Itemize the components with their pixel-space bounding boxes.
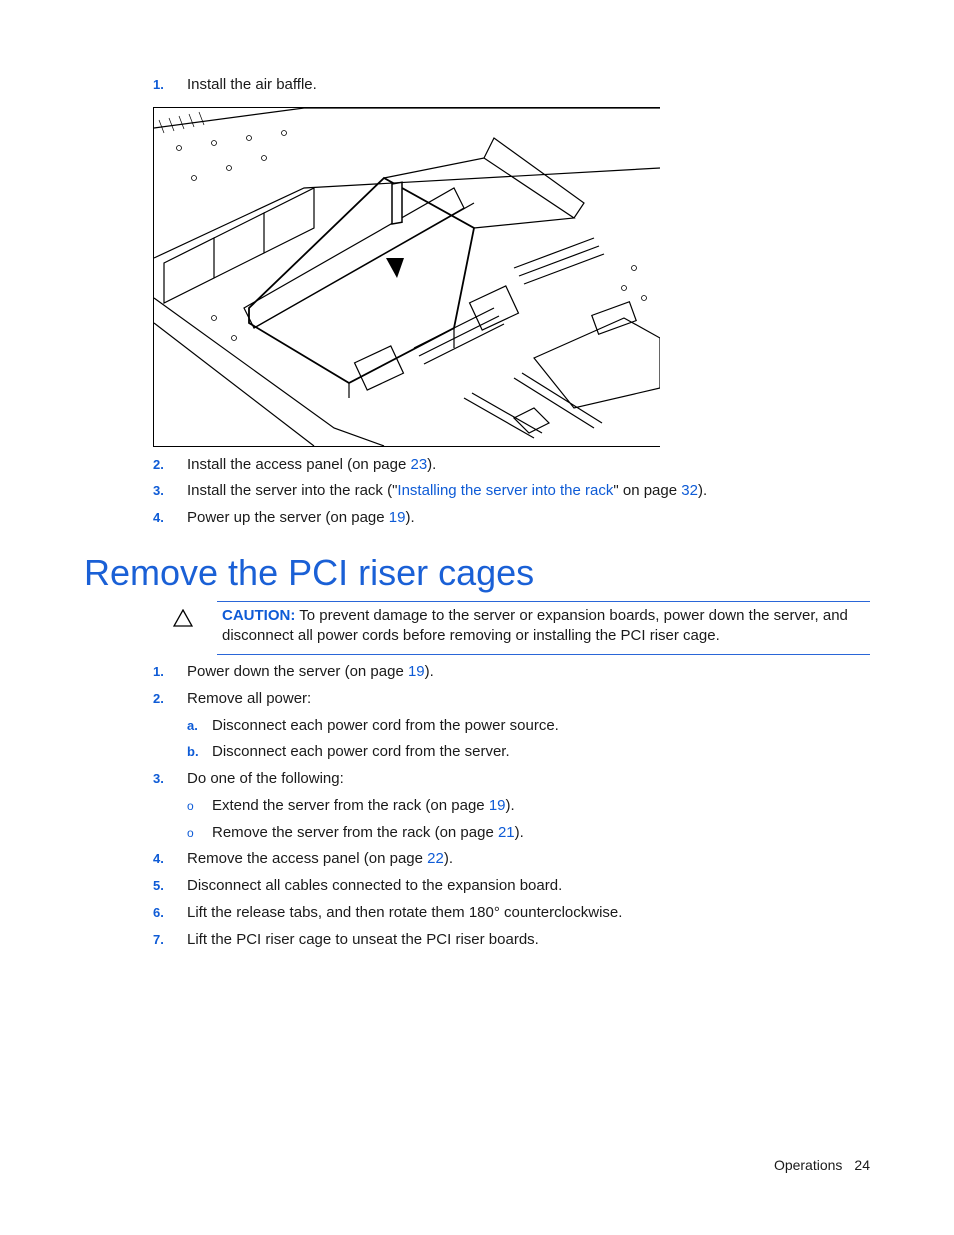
- step-text: Extend the server from the rack (on page 19).: [212, 797, 515, 814]
- step-text: Power up the server (on page 19).: [187, 509, 415, 526]
- caution-notice: [217, 601, 870, 655]
- section-link[interactable]: Installing the server into the rack: [397, 482, 614, 499]
- step-text: Remove the access panel (on page 22).: [187, 850, 454, 867]
- step-number: 4.: [153, 510, 164, 525]
- bullet-icon: o: [187, 799, 194, 813]
- air-baffle-figure: [153, 107, 660, 447]
- step-text: Lift the PCI riser cage to unseat the PCI riser boards.: [187, 931, 539, 948]
- page-link[interactable]: 32: [681, 482, 698, 499]
- step-text: Remove the server from the rack (on page 21).: [212, 824, 524, 841]
- substep-letter: b.: [187, 744, 199, 759]
- step-text: Disconnect each power cord from the power source.: [212, 717, 559, 734]
- step-number: 7.: [153, 932, 164, 947]
- bullet-icon: o: [187, 826, 194, 840]
- step-text: Power down the server (on page 19).: [187, 663, 434, 680]
- caution-label: CAUTION:: [222, 607, 296, 624]
- page-link[interactable]: 23: [410, 456, 428, 473]
- page-link[interactable]: 21: [497, 824, 515, 841]
- step-number: 1.: [153, 664, 164, 679]
- step-text: Lift the release tabs, and then rotate them 180° counterclockwise.: [187, 904, 623, 921]
- page-footer: [762, 1157, 870, 1173]
- step-text: Install the access panel (on page 23).: [187, 456, 437, 473]
- caution-triangle-icon: [173, 609, 193, 627]
- step-number: 6.: [153, 905, 164, 920]
- step-text: Disconnect each power cord from the server.: [212, 743, 510, 760]
- step-text: Install the server into the rack ("Installing the server into the rack" on page 32).: [187, 482, 708, 499]
- step-number: 4.: [153, 851, 164, 866]
- page-link[interactable]: 19: [488, 797, 506, 814]
- step-text: Do one of the following:: [187, 770, 344, 787]
- footer-section: Operations: [773, 1157, 843, 1173]
- step-text: Disconnect all cables connected to the expansion board.: [187, 877, 563, 894]
- step-text: Install the air baffle.: [187, 76, 317, 93]
- page-link[interactable]: 19: [388, 509, 406, 526]
- step-number: 1.: [153, 77, 164, 92]
- server-chassis-illustration: [154, 108, 660, 446]
- section-heading: Remove the PCI riser cages: [84, 552, 535, 593]
- step-number: 5.: [153, 878, 164, 893]
- step-number: 2.: [153, 457, 164, 472]
- substep-letter: a.: [187, 718, 198, 733]
- down-arrow-icon: [386, 182, 404, 278]
- step-number: 2.: [153, 691, 164, 706]
- page-number: 24: [854, 1157, 870, 1173]
- step-number: 3.: [153, 771, 164, 786]
- caution-text: CAUTION: To prevent damage to the server or expansion boards, power down the server, and disconnect all power cords before removing or installing the PCI riser cage.: [222, 607, 848, 644]
- page-link[interactable]: 19: [407, 663, 425, 680]
- step-text: Remove all power:: [187, 690, 312, 707]
- page-link[interactable]: 22: [427, 850, 444, 867]
- step-number: 3.: [153, 483, 164, 498]
